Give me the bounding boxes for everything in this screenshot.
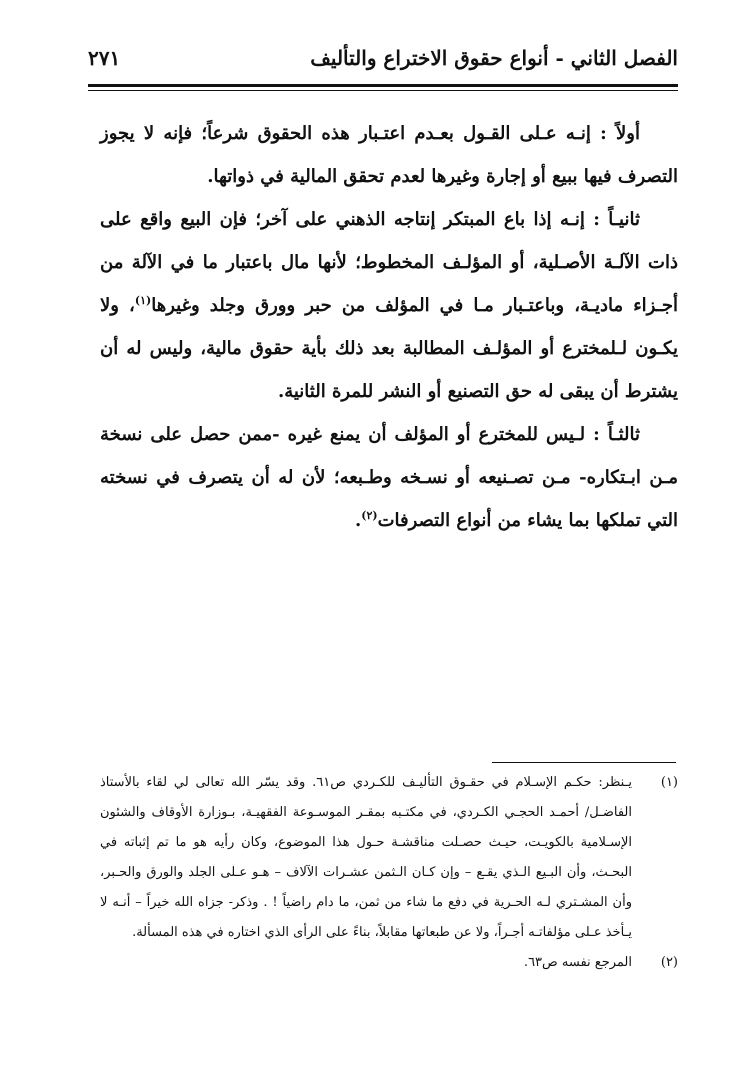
paragraph-text-continued: . — [354, 510, 362, 531]
footnotes — [100, 768, 678, 978]
paragraph-second — [100, 198, 678, 413]
paragraph-first — [100, 112, 678, 198]
footnote-number: (٢) — [660, 955, 678, 970]
footnote-text: يـنظر: حكـم الإسـلام في حقـوق التأليـف للكـردي ص٦١. وقد يسّر الله تعالى لي لقاء بالأستاذ الفاضـل/ أحمـد الحجـي الكـردي، في مكتـبه بمقـر الموسـوعة الفقهيـة، بـوزارة الأوقاف والشئون الإسـلامية بالكويـت، حيـث حصـلت مناقشـة حـول هذا الموضوع، وكان رأيه هو ما تم إثباته في البحـث، وأن البـيع الـذي يقـع – وإن كـان الـثمن عشـرات الآلاف – هـو عـلى الجلد والورق والحـبر، وأن المشـتري لـه الحـرية في دفع ما شاء من ثمن، ما دام راضياً ! . وذكر- جزاه الله خيراً – أنـه لا يـأخذ عـلى مؤلفاتـه أجـراً، ولا عن طبعاتها مقابلاً، بناءً على الرأى الذي اختاره في هذه المسألة. — [100, 775, 632, 940]
paragraph-text: لـيس للمخترع أو المؤلف أن يمنع غيره -ممن حصل على نسخة مـن ابـتكاره- مـن تصـنيعه أو نسـخه وطـبعه؛ لأن له أن يتصرف في نسخته التي تملكها بما يشاء من أنواع التصرفات — [100, 424, 678, 531]
page-number: ٢٧١ — [88, 46, 121, 70]
footnote-item — [100, 768, 678, 948]
footnote-item — [100, 948, 678, 978]
paragraph-third — [100, 413, 678, 542]
paragraph-lead: أولاً : — [600, 123, 640, 144]
header-rule-thick — [88, 84, 678, 87]
paragraph-text: إنـه عـلى القـول بعـدم اعتـبار هذه الحقوق شرعاً؛ فإنه لا يجوز التصرف فيها ببيع أو إجارة وغيرها لعدم تحقق المالية في ذواتها. — [100, 123, 678, 187]
footnote-reference[interactable]: (٢) — [361, 509, 378, 522]
paragraph-lead: ثالثـاً : — [593, 424, 640, 445]
paragraph-lead: ثانيـاً : — [593, 209, 640, 230]
footnote-text: المرجع نفسه ص٦٣. — [523, 955, 632, 970]
footnote-reference[interactable]: (١) — [134, 294, 152, 307]
paragraph-text-continued: ، ولا يكـون لـلمخترع أو المؤلـف المطالبة بعد ذلك بأية حقوق مالية، وليس له أن يشترط أن يبقى له حق التصنيع أو النشر للمرة الثانية. — [100, 295, 678, 402]
footnote-separator — [492, 762, 676, 763]
running-header — [88, 40, 678, 80]
paragraph-text: إنـه إذا باع المبتكر إنتاجه الذهني على آخر؛ فإن البيع واقع على ذات الآلـة الأصـلية، أو المؤلـف المخطوط؛ لأنها مال باعتبار ما في الآلة من أجـزاء ماديـة، وباعتـبار مـا في المؤلف من حبر وورق وجلد وغيرها — [100, 209, 678, 316]
footnote-number: (١) — [660, 775, 678, 790]
chapter-title: الفصل الثاني - أنواع حقوق الاختراع والتأليف — [310, 46, 678, 70]
header-rule-thin — [88, 90, 678, 91]
main-text — [100, 112, 678, 542]
